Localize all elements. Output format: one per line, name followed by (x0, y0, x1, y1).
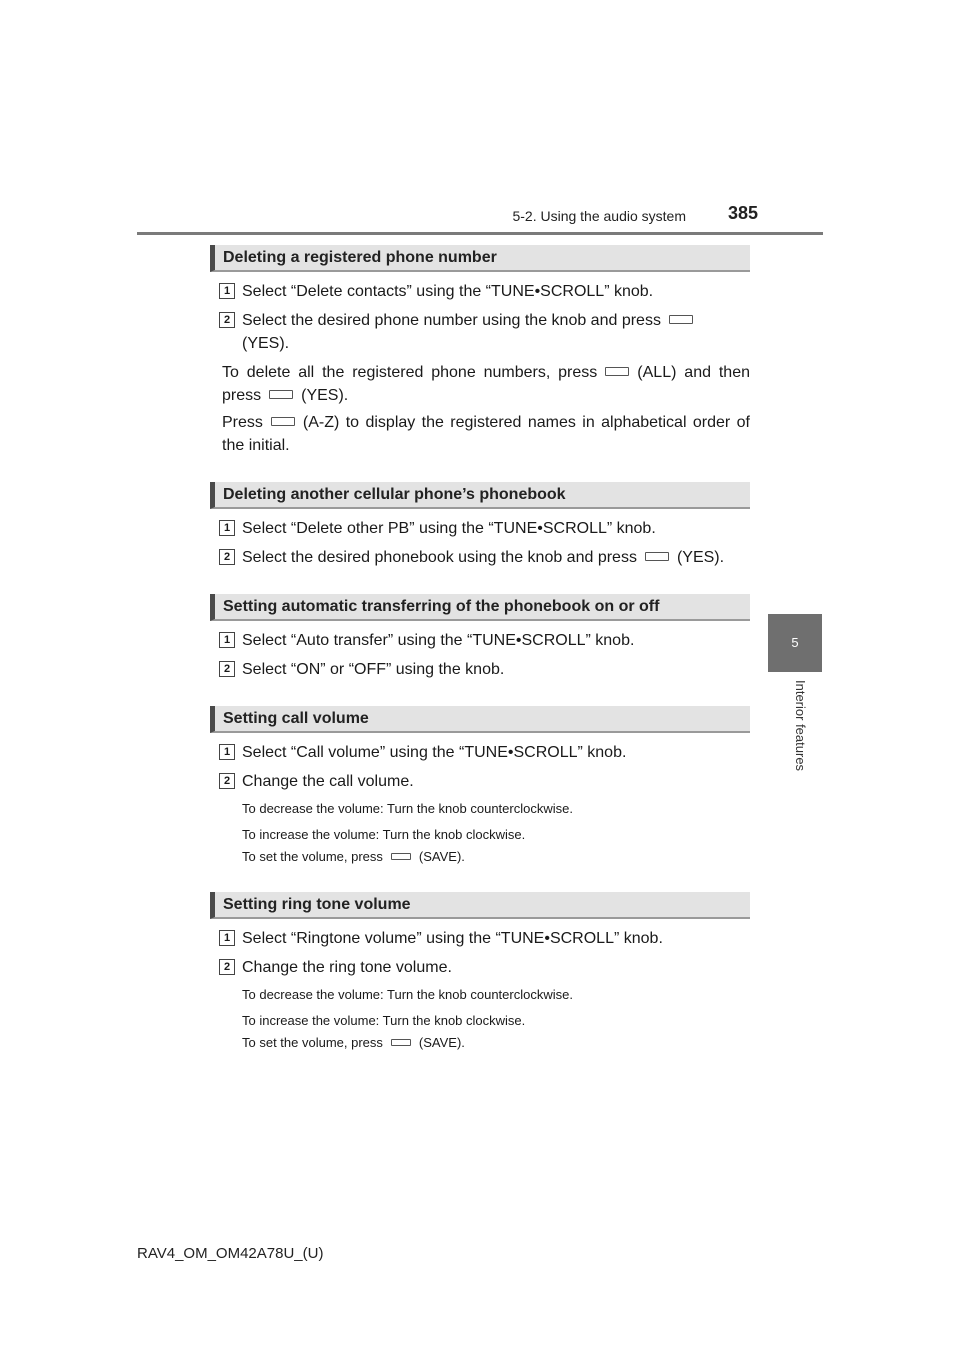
step (210, 517, 750, 540)
step-number-icon: 2 (219, 959, 235, 975)
step (210, 309, 750, 355)
step (210, 741, 750, 764)
section-delete-phonebook (210, 482, 750, 569)
step-text: Select the desired phonebook using the knob and press (242, 549, 637, 566)
step-text: Change the ring tone volume. (242, 959, 452, 976)
section-heading: Setting call volume (210, 706, 750, 733)
button-icon (269, 390, 293, 399)
section-heading: Setting ring tone volume (210, 892, 750, 919)
button-icon (645, 552, 669, 561)
step-text: Select “Auto transfer” using the “TUNE•SCROLL” knob. (242, 632, 635, 649)
para-text: (YES). (301, 387, 349, 404)
step-text: Select “Ringtone volume” using the “TUNE•SCROLL” knob. (242, 930, 663, 947)
section-heading: Deleting another cellular phone’s phonebook (210, 482, 750, 509)
note-line (210, 847, 750, 867)
section-auto-transfer (210, 594, 750, 681)
section-delete-number (210, 245, 750, 457)
step (210, 280, 750, 303)
page-number: 385 (727, 203, 758, 223)
step-text: Select “Call volume” using the “TUNE•SCROLL” knob. (242, 744, 627, 761)
section-call-volume (210, 706, 750, 867)
step (210, 546, 750, 569)
note-paragraph (210, 411, 750, 457)
section-ring-volume (210, 892, 750, 1053)
step (210, 927, 750, 950)
step-text: Select “Delete other PB” using the “TUNE•SCROLL” knob. (242, 520, 656, 537)
step (210, 770, 750, 793)
para-text: To delete all the registered phone numbers, press (222, 364, 598, 381)
note-line: To increase the volume: Turn the knob clockwise. (242, 827, 526, 842)
section-heading: Setting automatic transferring of the phonebook on or off (210, 594, 750, 621)
button-icon (271, 417, 295, 426)
note-paragraph (210, 361, 750, 407)
step (210, 658, 750, 681)
section-heading: Deleting a registered phone number (210, 245, 750, 272)
note-text: To set the volume, press (242, 1035, 383, 1050)
chapter-label (792, 680, 808, 790)
step-text: Select “Delete contacts” using the “TUNE•SCROLL” knob. (242, 283, 654, 300)
step-number-icon: 2 (219, 549, 235, 565)
chapter-tab: 5 (768, 614, 822, 672)
step (210, 629, 750, 652)
step-text: (YES). (242, 335, 290, 352)
note-line: To increase the volume: Turn the knob clockwise. (242, 1013, 526, 1028)
note-line: To decrease the volume: Turn the knob counterclockwise. (242, 987, 573, 1002)
button-icon (605, 367, 629, 376)
main-content (210, 245, 750, 1078)
button-icon (391, 853, 411, 860)
step-text: (YES). (676, 549, 725, 566)
step (210, 956, 750, 979)
note-text: (SAVE). (418, 849, 465, 864)
step-number-icon: 1 (219, 283, 235, 299)
section-header: 5-2. Using the audio system (512, 208, 686, 224)
note-line: To decrease the volume: Turn the knob counterclockwise. (242, 801, 573, 816)
document-code: RAV4_OM_OM42A78U_(U) (137, 1245, 324, 1262)
step-number-icon: 1 (219, 930, 235, 946)
header-divider (137, 232, 823, 235)
para-text: (ALL) and then press (222, 364, 750, 404)
button-icon (669, 315, 693, 324)
para-text: (A-Z) to display the registered names in alphabetical order of the initial. (222, 414, 750, 454)
step-number-icon: 2 (219, 312, 235, 328)
step-text: Select “ON” or “OFF” using the knob. (242, 661, 505, 678)
step-text: Change the call volume. (242, 773, 414, 790)
note-text: To set the volume, press (242, 849, 383, 864)
para-text: Press (222, 414, 263, 431)
step-number-icon: 2 (219, 773, 235, 789)
step-number-icon: 2 (219, 661, 235, 677)
note-text: (SAVE). (418, 1035, 465, 1050)
step-number-icon: 1 (219, 520, 235, 536)
chapter-label-text: Interior features (793, 680, 808, 772)
button-icon (391, 1039, 411, 1046)
step-text: Select the desired phone number using the knob and press (242, 312, 661, 329)
note-line (210, 1033, 750, 1053)
step-number-icon: 1 (219, 632, 235, 648)
step-number-icon: 1 (219, 744, 235, 760)
